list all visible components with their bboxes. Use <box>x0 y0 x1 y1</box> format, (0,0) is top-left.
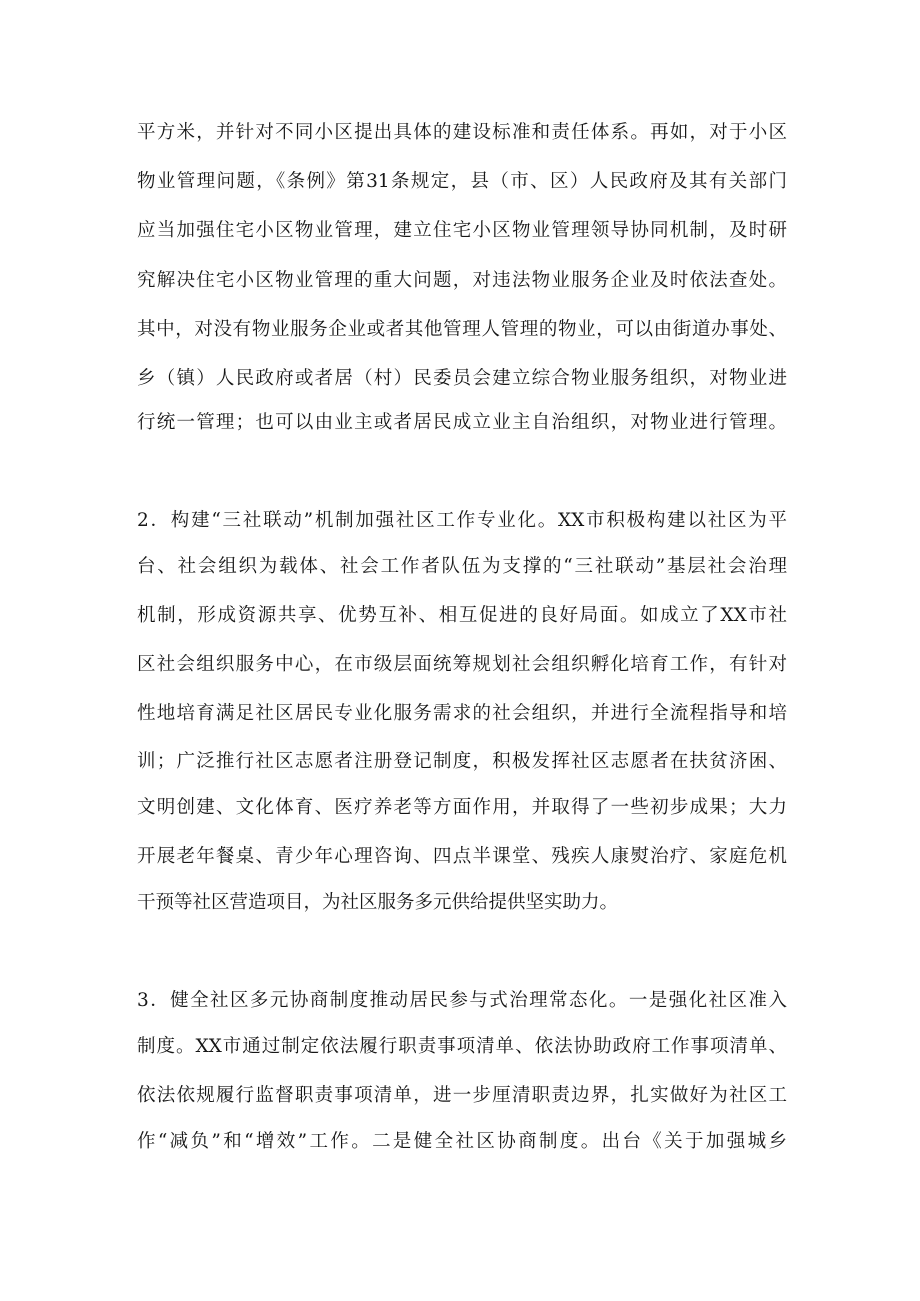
paragraph-2-line-8: 开展老年餐桌、青少年心理咨询、四点半课堂、残疾人康熨治疗、家庭危机 <box>137 846 787 867</box>
paragraph-3-line-3: 依法依规履行监督职责事项清单，进一步厘清职责边界，扎实做好为社区工 <box>137 1085 787 1106</box>
paragraph-2-line-1: 2．构建“三社联动”机制加强社区工作专业化。XX市积极构建以社区为平 <box>137 510 787 531</box>
paragraph-1-line-1: 平方米，并针对不同小区提出具体的建设标准和责任体系。再如，对于小区 <box>137 122 787 143</box>
paragraph-2-line-9: 干预等社区营造项目，为社区服务多元供给提供坚实助力。 <box>137 892 619 913</box>
paragraph-2-line-6: 训；广泛推行社区志愿者注册登记制度，积极发挥社区志愿者在扶贫济困、 <box>137 751 787 772</box>
paragraph-2-line-7: 文明创建、文化体育、医疗养老等方面作用，并取得了一些初步成果；大力 <box>137 797 787 818</box>
paragraph-1-line-5: 其中，对没有物业服务企业或者其他管理人管理的物业，可以由街道办事处、 <box>137 319 787 340</box>
paragraph-3-line-2: 制度。XX市通过制定依法履行职责事项清单、依法协助政府工作事项清单、 <box>137 1036 787 1057</box>
paragraph-1-line-7: 行统一管理；也可以由业主或者居民成立业主自治组织，对物业进行管理。 <box>137 412 787 433</box>
paragraph-3-line-4: 作“减负”和“增效”工作。二是健全社区协商制度。出台《关于加强城乡 <box>137 1131 787 1152</box>
paragraph-1-line-2: 物业管理问题，《条例》第31条规定，县（市、区）人民政府及其有关部门 <box>137 171 787 192</box>
paragraph-1-line-3: 应当加强住宅小区物业管理，建立住宅小区物业管理领导协同机制，及时研 <box>137 220 787 241</box>
paragraph-2-line-5: 性地培育满足社区居民专业化服务需求的社会组织，并进行全流程指导和培 <box>137 703 787 724</box>
paragraph-2-line-4: 区社会组织服务中心，在市级层面统筹规划社会组织孵化培育工作，有针对 <box>137 654 787 675</box>
paragraph-1-line-6: 乡（镇）人民政府或者居（村）民委员会建立综合物业服务组织，对物业进 <box>137 368 787 389</box>
paragraph-2-line-3: 机制，形成资源共享、优势互补、相互促进的良好局面。如成立了XX市社 <box>137 605 787 626</box>
paragraph-3-line-1: 3．健全社区多元协商制度推动居民参与式治理常态化。一是强化社区准入 <box>137 990 787 1011</box>
paragraph-1-line-4: 究解决住宅小区物业管理的重大问题，对违法物业服务企业及时依法查处。 <box>137 270 787 291</box>
paragraph-2-line-2: 台、社会组织为载体、社会工作者队伍为支撑的“三社联动”基层社会治理 <box>137 556 787 577</box>
